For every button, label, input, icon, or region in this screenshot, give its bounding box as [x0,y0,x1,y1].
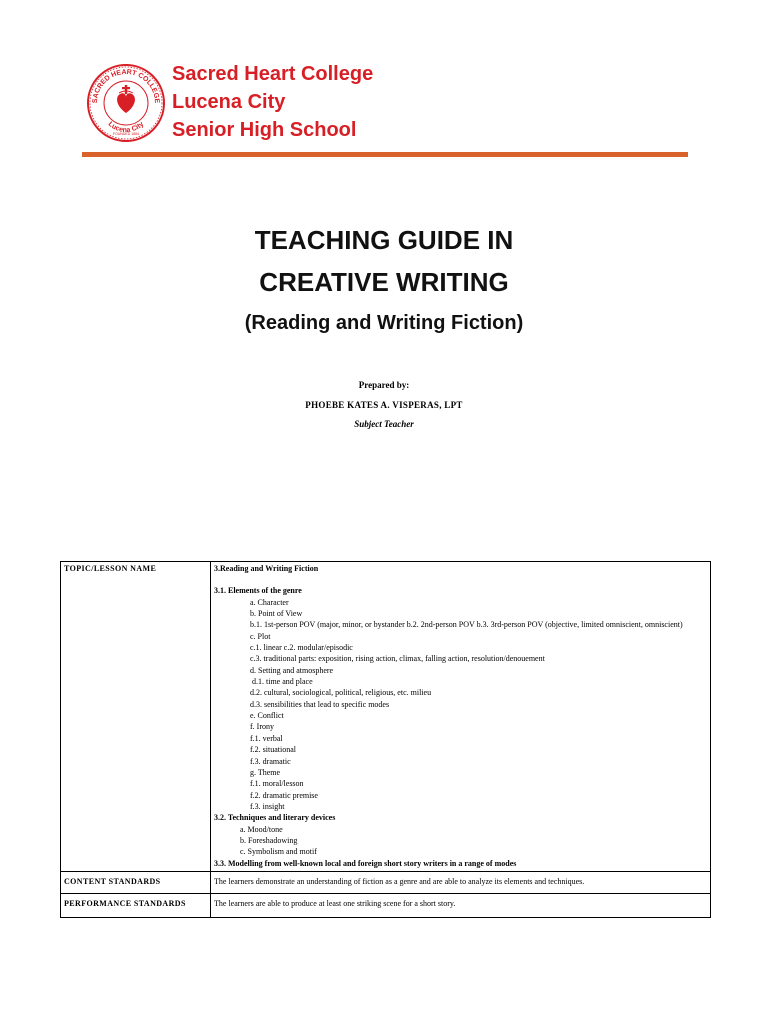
school-department: Senior High School [172,119,357,141]
list-item: a. Character [250,597,289,607]
list-item: f.2. dramatic premise [250,790,318,800]
list-item: f.3. insight [250,801,285,811]
svg-text:FOUNDED 1884: FOUNDED 1884 [112,132,140,136]
header-divider [82,152,688,157]
list-item: f.1. moral/lesson [250,779,304,789]
performance-standards-text: The learners are able to produce at least one striking scene for a short story. [211,894,711,917]
list-item: b. Point of View [250,609,303,619]
topic-heading: 3.Reading and Writing Fiction [214,564,319,573]
table-row-topic [61,562,711,872]
content-standards-label: CONTENT STANDARDS [61,871,211,893]
author-name: PHOEBE KATES A. VISPERAS, LPT [305,400,463,410]
list-item: b.1. 1st-person POV (major, minor, or bystander b.2. 2nd-person POV b.3. 3rd-person POV (objective, limited omniscient, omniscient) [250,620,683,630]
performance-standards-label: PERFORMANCE STANDARDS [61,894,211,917]
list-item: f. Irony [250,722,274,732]
list-item: d.3. sensibilities that lead to specific modes [250,699,390,709]
list-item: c. Symbolism and motif [240,847,317,857]
svg-text:Lucena City: Lucena City [106,120,146,135]
list-item: a. Mood/tone [240,824,283,834]
list-item: g. Theme [250,767,281,777]
list-item: d.1. time and place [252,677,313,687]
document-title-line-1: TEACHING GUIDE IN [254,225,514,255]
list-item: c.1. linear c.2. modular/episodic [250,643,353,653]
school-seal-logo [86,63,166,143]
list-item: d.2. cultural, sociological, political, religious, etc. milieu [250,688,432,698]
topic-label: TOPIC/LESSON NAME [61,562,211,872]
svg-text:SACRED HEART COLLEGE: SACRED HEART COLLEGE [91,68,161,104]
list-item: e. Conflict [250,711,284,721]
author-role: Subject Teacher [354,419,414,429]
prepared-by-label: Prepared by: [358,380,410,390]
table-row-content-standards [61,871,711,893]
list-item: f.1. verbal [250,733,283,743]
list-item: 3.3. Modelling from well-known local and foreign short story writers in a range of modes [214,858,517,868]
table-row-performance-standards [61,894,711,917]
list-item: c.3. traditional parts: exposition, rising action, climax, falling action, resolution/denouement [250,654,545,664]
topic-content [211,562,711,872]
document-title-line-2: CREATIVE WRITING [259,267,509,297]
teaching-guide-table [60,561,711,918]
list-item: 3.2. Techniques and literary devices [214,813,336,823]
school-name: Sacred Heart College [172,63,374,85]
list-item: b. Foreshadowing [240,835,298,845]
school-heading [172,60,373,144]
document-subtitle: (Reading and Writing Fiction) [244,312,524,334]
list-item: f.3. dramatic [250,756,291,766]
list-item: 3.1. Elements of the genre [214,586,302,596]
content-standards-text: The learners demonstrate an understanding of fiction as a genre and are able to analyze its elements and techniques. [211,871,711,893]
school-city: Lucena City [172,91,286,113]
list-item: f.2. situational [250,745,296,755]
list-item: c. Plot [250,631,271,641]
list-item: d. Setting and atmosphere [250,665,334,675]
